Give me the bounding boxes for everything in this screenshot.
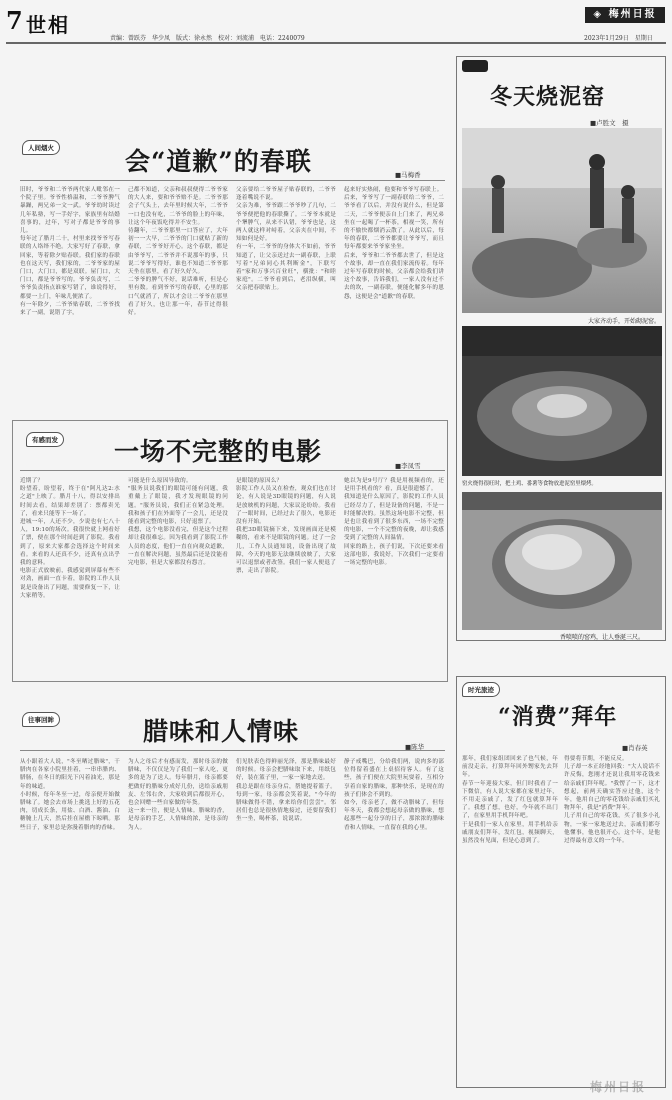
article5-col1: 那年，我们家组团回来了也气候，年前没走亲，打算拜年回外甥家先去拜年。 春节一年迎接大家，但门时我看了一下微信，有人说大家都在家里过年，不用走亲戚了，发了红包就算拜年了。我想了想，也好，今年就不出门了，在家里用手机拜年吧。 于是我们一家人在家里，用手机给亲戚朋友们拜年，发红包，视频聊天，虽然没有见面，但是心意到了。 [462, 756, 558, 845]
article1-byline: ■马梅香 [395, 171, 421, 179]
article2-col2: 可能是什么原因导致的。 "服务员说我们的眼镜可能有问题，我重戴上了眼镜，我才发现眼镜的问题。"服务员说，我们正在紧急处理。我和孩子们在外面等了一会儿，还是没能看到完整的电影，只好退票了。 我想，这个电影没看完，但是这个过程却让我很难忘。因为我看到了影院工作人员的态度，他们一直在向观众道歉，一直在解决问题，虽然最后还是没能看完电影，但是大家都没有怨言。 [128, 478, 228, 567]
photo-kiln-building [462, 128, 662, 313]
article1-col1: 旧时，爷爷和二爷爷两代家人毗邻在一个院子里。爷爷性格温和，二爷爷脾气暴躁，两兄弟一文一武。爷爷幼时读过几年私塾，写一手好字，家族里有结婚喜事的，过年，写对子都是爷爷的事儿。 每年过了腊月二十，村里来找爷爷写春联的人络绎不绝。大家写好了春联，拿回家，等着除夕贴春联。我们家的春联也在这天写，我们家的，二爷爷家的屋门口，大门口，都是双联。屋门口，大门口，都是爷爷写的。爷爷负责写，二爷爷负责指点谁家写错了，谁说得好，都要一上门，年味儿便浓了。 有一年除夕，二爷爷贴春联，二爷爷找来了一副，说错了字， [20, 187, 120, 317]
article2-col1: 近期了？ 盼望着，盼望着，终于在"阿凡达2:水之道"上映了。腊月十八，得以安排出时间去看，结果却差别了：票都卖光了，看来只能等下一场了。 进城一年，人还不少，少说也有七八十人，19:10的场次。我很快就上网看好了票，便在那个时间赶到了影院。我看到了，原来大家都会选择这个时间来看。来看的人还真不少，还真有点出乎我的意料。 电影正式放映前，我感觉到屏幕有些不对劲，画面一直卡着，影院的工作人员说是设备出了问题，需要修复一下，让大家稍等。 [20, 478, 120, 599]
article3-col2: 为人之母后才有感而发，那时母亲的做腊味，不仅仅是为了我们一家人吃，更多的是为了送人。每年腊月，母亲都要把做好的腊味分成好几份，送给亲戚朋友、左邻右舍，大家收到后都很开心，也会回赠一些自家做的年货。 这一来一往，便是人情味。腊味的香，是母亲的手艺，人情味的浓，是母亲的为人。 [128, 759, 228, 831]
article5-byline: ■肖春英 [622, 744, 648, 752]
article5-badge: 时光旅迹 [462, 682, 500, 697]
photo3-caption: 香喷喷的窑鸡，让人垂涎三尺。 [560, 634, 645, 641]
article2-badge: 有感而发 [26, 432, 64, 447]
photo1-caption: 大家齐动手，开始砌泥窑。 [588, 318, 661, 325]
article1-col2: 己都不知道，父亲和叔叔便得二爷爷家的大人来，要和爷爷赔不是。二爷爷那会子气头上，去年里时候大年，二爷爷一口也没有吃，二爷爷的脸上的年味，让这个年夜饭吃得并不安生。 待翻年，二爷爷那里一口答应了，大年初一一大早，二爷爷的门口就贴了新的春联，二爷爷好开心。这个春联，都是由爷爷写，二爷爷并不说那年的事，只说二爷爷写得好，谁也不知道二爷爷那天坐在那里，看了好久好久。 二爷爷的脾气不好，说话难听，但是心里有数。看到爷爷写的春联，心里的那口气就消了，所以才会让二爷爷在那里看了好久，也让那一年，春节过得很好。 [128, 187, 228, 317]
article2-byline: ■李凤雪 [395, 462, 421, 470]
article1-col3: 父亲要给二爷爷屋子贴春联的，二爷爷逢着嘴说不说。 父亲为难，爷爷跟二爷爷吵了几句，二爷爷便把他的春联撕了。二爷爷本就是个犟脾气，从来不认错，爷爷也是，这两人就这样对峙着，父亲夹在中间，不知如何是好。 有一年，二爷爷的身体大不如前，爷爷知道了，让父亲送过去一副春联，上联写着"兄弟同心其利断金"，下联写着"家和万事兴百业旺"，横批："和睦家庭"。二爷爷看到后，老泪纵横，叫父亲把春联贴上。 [236, 187, 336, 292]
masthead-rule [6, 42, 666, 44]
article3-title: 腊味和人情味 [143, 717, 300, 746]
article2-title: 一场不完整的电影 [114, 437, 323, 466]
article5-col2: 得要将节期，不能反反。 儿子却一本正经地回我："大人说话不许反悔，您刚才还说让我用零花钱来给亲戚们拜年呢。"我愣了一下，这才想起，前两天确实答应过他，这个年，他用自己的零花钱给亲戚们买礼物拜年，我是"消费"拜年。 儿子用自己的零花钱，买了很多小礼物，一家一家地送过去，亲戚们都夸他懂事，他也很开心。这个年，是他过得最有意义的一个年。 [564, 756, 660, 845]
article3-badge: 往事回眸 [22, 712, 60, 727]
photo-feature-title: 冬天烧泥窑 [490, 84, 606, 110]
section-title: 世相 [26, 13, 70, 37]
article3-byline: ■陈华 [405, 743, 425, 751]
article1-divider [20, 180, 445, 181]
page-number: 7 [6, 6, 23, 35]
article3-col3: 们见肤表色得鲜丽光泽，那是腊味最好的时候。母亲会把腊味取下来，用纸包好，装在篮子里，一家一家地去送。 我总是跟在母亲身后，帮她提着篮子。每到一家，母亲都会笑着说，"今年的腊味做得不错，拿来给你们尝尝"。邻居们也总是很热情地接过，还要留我们坐一坐，喝杯茶，说说话。 [236, 759, 336, 823]
article5-title: “消费”拜年 [498, 704, 618, 730]
article2-col4: 她以为是9号厅？我是用视频看的，还是用手机看的？看，真是很遗憾了。 我知道是什么原因了，影院的工作人员已经尽力了，但是设备的问题，不是一时能解决的。虽然这场电影不完整，但是也让我看到了很多东西，一场不完整的电影，一个不完整的夜晚，却让我感受到了完整的人间温情。 回家的路上，孩子们说，下次还要来看这部电影，我说好，下次我们一定要看一场完整的电影。 [344, 478, 444, 567]
photo-kiln-chicken [462, 492, 662, 630]
photo-feature-banner-icon [462, 60, 488, 72]
photo2-caption: 窑火烧得很旺时，把土鸡、番薯等食物放进泥窑里煨烤。 [462, 481, 597, 487]
photo-feature-byline: ■卢胜文 摄 [590, 119, 629, 127]
issue-date: 2023年1月29日 星期日 [584, 35, 653, 42]
paper-logo-icon: ◈ [593, 9, 604, 20]
article3-col4: 静子戒嘴巴，分给我们两，说肉多的部位得留着盛在上桌招待客人。有了这些，孩子们便在大院里玩耍着，互相分享着自家的腊味，那种快乐，是现在的孩子们体会不到的。 如今，母亲老了，做不动腊味了，但每年冬天，我都会想起母亲做的腊味，想起那些一起分享的日子，那浓浓的腊味香和人情味，一直留在我的心里。 [344, 759, 444, 831]
photo-kiln-fire [462, 326, 662, 476]
article1-col4: 起来好实热闹，他要和爷爷写春联上。 后来，爷爷写了一副春联给二爷爷，二爷爷看了以后，并没有说什么，但是第二天，二爷爷便亲自上门来了，两兄弟坐在一起喝了一杯茶，相视一笑，所有的不愉快都烟消云散了。从此以后，每年的春联，二爷爷都要让爷爷写，而且每年都要来爷爷家坐坐。 后来，爷爷和二爷爷都去世了，但是这个故事，却一直在我们家流传着。每年过年写春联的时候，父亲都会给我们讲这个故事，告诉我们，一家人没有过不去的坎，一副春联，便能化解多年的恩怨，这便是会"道歉"的春联。 [344, 187, 444, 300]
editor-credits: 责编：曾跃芬 华少凤 版式：徐永然 校对：刘流浦 电话：2240079 [110, 35, 305, 42]
article1-title: 会“道歉”的春联 [125, 147, 312, 176]
watermark-logo: 梅州日报 [590, 1080, 647, 1094]
article2-col3: 是眼镜的原因么？ 影院工作人员又在检查，观众们也在讨论，有人说是3D眼镜的问题，有人说是放映机的问题，大家议论纷纷。我看了一眼时间，已经过去了很久，电影还没有开始。 我把3D眼镜摘下来，发现画面还是模糊的，看来不是眼镜的问题。过了一会儿，工作人员通知说，设备出现了故障，今天的电影无法继续放映了，大家可以退票或者改签。我们一家人便退了票，走出了影院。 [236, 478, 336, 575]
paper-name: 梅州日报 [608, 9, 657, 20]
paper-logo [585, 7, 665, 23]
article3-col1: 从小跟着大人说，"冬至晒过腊味"，干腊肉在各家小院里挂着，一串串腊肉、腊肠，在冬日的阳光下闪着油光，那是年的味道。 小时候，每年冬至一过，母亲便开始做腊味了。她会去市场上挑选上好的五花肉，切成长条，用盐、白酒、酱油、白糖腌上几天，然后挂在屋檐下晾晒。那些日子，家里总是弥漫着腊肉的香味。 [20, 759, 120, 831]
article2-divider [20, 470, 445, 471]
article3-divider [20, 750, 445, 751]
article1-badge: 人间烟火 [22, 140, 60, 155]
